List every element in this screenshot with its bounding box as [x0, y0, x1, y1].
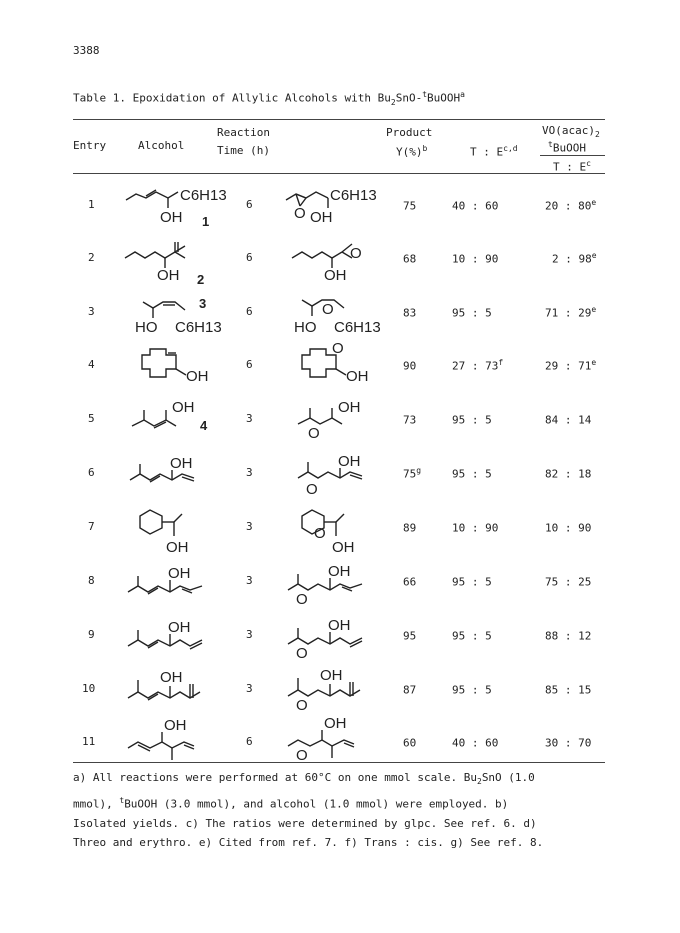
- entry-cell: [82, 735, 95, 748]
- header-yield: [396, 144, 427, 159]
- alc3-oh: HO: [135, 319, 158, 336]
- footnote-sub: 2: [476, 777, 482, 787]
- entry-cell-text: 11: [82, 735, 96, 748]
- alc7-oh: OH: [166, 539, 189, 556]
- footnote-text: BuOOH (3.0 mmol), and alcohol (1.0 mmol) were employed. b): [124, 797, 509, 811]
- yield-cell-text: 90: [403, 359, 417, 373]
- time-cell-text: 3: [246, 574, 253, 587]
- header-te2: [553, 159, 591, 174]
- header-te2-text: T : E: [553, 160, 587, 174]
- te-cell-text: 95 : 5: [452, 683, 492, 697]
- prod10-oh: OH: [320, 667, 343, 684]
- header-yield-text: Y(%): [396, 145, 423, 159]
- prod8-oh: OH: [328, 563, 351, 580]
- entry-cell-text: 1: [88, 198, 95, 211]
- prod9-oh: OH: [328, 617, 351, 634]
- vo-cell-sup: e: [591, 358, 597, 367]
- prod2-epoxide-o: O: [350, 245, 362, 262]
- entry-cell-text: 7: [88, 520, 95, 533]
- yield-cell-text: 89: [403, 521, 417, 535]
- te-cell-text: 40 : 60: [452, 736, 499, 750]
- entry-cell: [88, 251, 95, 264]
- entry-cell: [88, 574, 95, 587]
- vo-cell: [545, 305, 596, 320]
- table-caption: [73, 90, 465, 107]
- product-structure-3: [294, 292, 394, 340]
- time-cell: [246, 305, 253, 318]
- header-vo-buooh-text: BuOOH: [552, 141, 586, 155]
- header-yield-sup: b: [422, 144, 428, 153]
- vo-cell: [545, 574, 591, 589]
- alcohol-structure-2: [125, 238, 225, 286]
- yield-cell: [403, 198, 416, 213]
- table-header-rule: [73, 173, 605, 174]
- prod3-label: C6H13: [334, 319, 381, 336]
- caption-text: Table 1. Epoxidation of Allylic Alcohols with Bu: [73, 91, 391, 105]
- product-structure-1: [286, 182, 386, 230]
- alcohol-structure-4: [140, 345, 240, 393]
- entry-cell: [82, 682, 95, 695]
- entry-cell-text: 6: [88, 466, 95, 479]
- product-structure-9: [288, 614, 398, 662]
- footnote-text: mmol),: [73, 797, 120, 811]
- prod11-oh: OH: [324, 715, 347, 732]
- entry-cell: [88, 520, 95, 533]
- time-cell-text: 3: [246, 682, 253, 695]
- product-structure-6: [298, 452, 398, 500]
- alc1-oh: OH: [160, 209, 183, 226]
- time-cell-text: 3: [246, 628, 253, 641]
- header-time: Time (h): [217, 144, 270, 157]
- yield-cell: [403, 358, 416, 373]
- alc1-compound-number: 1: [202, 214, 210, 229]
- yield-cell: [403, 305, 416, 320]
- te-cell-text: 95 : 5: [452, 467, 492, 481]
- vo-cell: [545, 412, 591, 427]
- entry-cell: [88, 305, 95, 318]
- yield-cell: [403, 574, 416, 589]
- footnote-line-3: Isolated yields. c) The ratios were determined by glpc. See ref. 6. d): [73, 816, 537, 830]
- alcohol-structure-7: [136, 506, 236, 556]
- time-cell-text: 6: [246, 251, 253, 264]
- alcohol-structure-3: [135, 292, 235, 340]
- entry-cell-text: 5: [88, 412, 95, 425]
- product-structure-5: [298, 398, 398, 446]
- product-structure-11: [288, 715, 398, 766]
- header-vo-text: VO(acac): [542, 124, 595, 137]
- vo-cell: [545, 520, 591, 535]
- yield-cell: [403, 520, 416, 535]
- te-cell-text: 95 : 5: [452, 629, 492, 643]
- vo-cell-text: 29 : 71: [545, 359, 592, 373]
- prod4-epoxide-o: O: [332, 340, 344, 357]
- te-cell-text: 27 : 73: [452, 359, 499, 373]
- footnote-sup: t: [119, 796, 125, 806]
- vo-cell: [545, 358, 596, 373]
- product-structure-10: [288, 666, 398, 714]
- footnote-text: a) All reactions were performed at 60°C on one mmol scale. Bu: [73, 771, 477, 784]
- time-cell: [246, 735, 253, 748]
- time-cell: [246, 198, 253, 211]
- yield-cell-text: 75: [403, 199, 417, 213]
- header-alcohol: Alcohol: [138, 139, 185, 152]
- page-number: 3388: [73, 44, 100, 57]
- product-structure-4: [300, 340, 400, 393]
- alcohol-structure-10: [128, 666, 238, 714]
- vo-cell-sup: e: [591, 251, 597, 260]
- time-cell-text: 3: [246, 466, 253, 479]
- prod2-oh: OH: [324, 267, 347, 284]
- entry-cell-text: 8: [88, 574, 95, 587]
- header-reaction: Reaction: [217, 126, 270, 139]
- header-te-sup: c,d: [503, 144, 518, 153]
- header-vo: [542, 124, 600, 139]
- vo-cell-text: 2 : 98: [552, 252, 592, 266]
- caption-sub: 2: [390, 97, 396, 107]
- time-cell-text: 6: [246, 358, 253, 371]
- header-te-text: T : E: [470, 145, 504, 159]
- te-cell-sup: f: [498, 358, 504, 367]
- vo-cell-text: 71 : 29: [545, 306, 592, 320]
- alc2-compound-number: 2: [197, 272, 205, 287]
- alcohol-structure-1: [126, 182, 226, 230]
- prod10-epoxide-o: O: [296, 697, 308, 714]
- alc5-oh: OH: [172, 399, 195, 416]
- vo-header-rule: [540, 155, 605, 156]
- alcohol-structure-8: [128, 560, 238, 608]
- vo-cell: [545, 682, 591, 697]
- yield-cell: [403, 412, 416, 427]
- prod5-oh: OH: [338, 399, 361, 416]
- caption-footnote-a: a: [460, 90, 465, 99]
- prod4-oh: OH: [346, 368, 369, 385]
- entry-cell: [88, 628, 95, 641]
- alc4-oh: OH: [186, 368, 209, 385]
- yield-cell-text: 83: [403, 306, 417, 320]
- header-te2-sup: c: [586, 159, 591, 168]
- yield-cell: [403, 466, 421, 481]
- table-footnotes: [73, 768, 613, 852]
- te-cell: [452, 305, 492, 320]
- time-cell-text: 3: [246, 412, 253, 425]
- te-cell-text: 95 : 5: [452, 413, 492, 427]
- yield-cell-text: 68: [403, 252, 417, 266]
- vo-cell-text: 30 : 70: [545, 736, 592, 750]
- te-cell: [452, 358, 503, 373]
- alcohol-structure-9: [128, 614, 238, 662]
- header-vo-t: t: [548, 140, 553, 149]
- vo-cell-text: 85 : 15: [545, 683, 592, 697]
- vo-cell: [545, 735, 591, 750]
- vo-cell-text: 82 : 18: [545, 467, 592, 481]
- time-cell-text: 3: [246, 520, 253, 533]
- vo-cell: [545, 628, 591, 643]
- yield-cell: [403, 735, 416, 750]
- time-cell-text: 6: [246, 198, 253, 211]
- te-cell: [452, 735, 498, 750]
- time-cell: [246, 520, 253, 533]
- header-product: Product: [386, 126, 433, 139]
- te-cell-text: 10 : 90: [452, 521, 499, 535]
- header-te: [470, 144, 518, 159]
- alc8-oh: OH: [168, 565, 191, 582]
- prod5-epoxide-o: O: [308, 425, 320, 442]
- footnote-line-2: [73, 791, 613, 814]
- vo-cell-text: 20 : 80: [545, 199, 592, 213]
- time-cell: [246, 574, 253, 587]
- te-cell: [452, 574, 492, 589]
- vo-cell: [545, 466, 591, 481]
- te-cell: [452, 682, 492, 697]
- te-cell-text: 10 : 90: [452, 252, 499, 266]
- entry-cell: [88, 412, 95, 425]
- footnote-line-4: Threo and erythro. e) Cited from ref. 7. f) Trans : cis. g) See ref. 8.: [73, 835, 544, 849]
- footnote-text: SnO (1.0: [481, 771, 535, 784]
- entry-cell-text: 3: [88, 305, 95, 318]
- te-cell: [452, 466, 492, 481]
- prod7-oh: OH: [332, 539, 355, 556]
- vo-cell-sup: e: [591, 305, 597, 314]
- prod7-epoxide-o: O: [314, 525, 326, 542]
- yield-cell-text: 60: [403, 736, 417, 750]
- header-entry: Entry: [73, 139, 107, 152]
- time-cell: [246, 358, 253, 371]
- alc10-oh: OH: [160, 669, 183, 686]
- caption-sup-t: t: [422, 90, 428, 99]
- prod3-epoxide-o: O: [322, 301, 334, 318]
- header-vo-sub: 2: [594, 130, 600, 140]
- time-cell: [246, 466, 253, 479]
- alcohol-structure-11: [128, 718, 238, 766]
- time-cell: [246, 251, 253, 264]
- caption-text-suffix: BuOOH: [427, 91, 461, 105]
- alc2-oh: OH: [157, 267, 180, 284]
- yield-cell-text: 87: [403, 683, 417, 697]
- te-cell-text: 40 : 60: [452, 199, 499, 213]
- time-cell-text: 6: [246, 305, 253, 318]
- entry-cell-text: 9: [88, 628, 95, 641]
- te-cell-text: 95 : 5: [452, 575, 492, 589]
- yield-cell: [403, 682, 416, 697]
- entry-cell: [88, 466, 95, 479]
- vo-cell-text: 84 : 14: [545, 413, 592, 427]
- yield-cell-text: 73: [403, 413, 417, 427]
- product-structure-7: [298, 506, 398, 556]
- prod1-label: C6H13: [330, 187, 377, 204]
- prod9-epoxide-o: O: [296, 645, 308, 662]
- prod6-oh: OH: [338, 453, 361, 470]
- alc3-label: C6H13: [175, 319, 222, 336]
- te-cell: [452, 520, 498, 535]
- te-cell: [452, 412, 492, 427]
- alc6-oh: OH: [170, 455, 193, 472]
- alc11-oh: OH: [164, 717, 187, 734]
- yield-cell-text: 66: [403, 575, 417, 589]
- entry-cell: [88, 358, 95, 371]
- yield-cell-sup: g: [416, 466, 422, 475]
- te-cell-text: 95 : 5: [452, 306, 492, 320]
- vo-cell: [545, 198, 596, 213]
- entry-cell-text: 2: [88, 251, 95, 264]
- yield-cell: [403, 251, 416, 266]
- vo-cell: [552, 251, 597, 266]
- product-structure-2: [292, 238, 392, 286]
- vo-cell-text: 10 : 90: [545, 521, 592, 535]
- vo-cell-text: 75 : 25: [545, 575, 592, 589]
- caption-text-mid: SnO-: [395, 91, 423, 105]
- entry-cell: [88, 198, 95, 211]
- alc1-label: C6H13: [180, 187, 227, 204]
- time-cell-text: 6: [246, 735, 253, 748]
- prod11-epoxide-o: O: [296, 747, 308, 764]
- alc3-compound-number: 3: [199, 296, 207, 311]
- prod1-oh: OH: [310, 209, 333, 226]
- entry-cell-text: 4: [88, 358, 95, 371]
- entry-cell-text: 10: [82, 682, 96, 695]
- time-cell: [246, 682, 253, 695]
- time-cell: [246, 412, 253, 425]
- te-cell: [452, 198, 498, 213]
- alcohol-structure-6: [130, 452, 230, 500]
- yield-cell-text: 95: [403, 629, 417, 643]
- time-cell: [246, 628, 253, 641]
- prod1-epoxide-o: O: [294, 205, 306, 222]
- vo-cell-text: 88 : 12: [545, 629, 592, 643]
- prod8-epoxide-o: O: [296, 591, 308, 608]
- yield-cell-text: 75: [403, 467, 417, 481]
- te-cell: [452, 251, 498, 266]
- yield-cell: [403, 628, 416, 643]
- prod6-epoxide-o: O: [306, 481, 318, 498]
- table-top-rule: [73, 119, 605, 120]
- alc9-oh: OH: [168, 619, 191, 636]
- header-vo-buooh: [548, 140, 586, 155]
- alc5-compound-number: 4: [200, 418, 208, 433]
- prod3-oh: HO: [294, 319, 317, 336]
- product-structure-8: [288, 560, 398, 608]
- alcohol-structure-5: [132, 398, 232, 446]
- footnote-line-1: [73, 768, 613, 791]
- te-cell: [452, 628, 492, 643]
- vo-cell-sup: e: [591, 198, 597, 207]
